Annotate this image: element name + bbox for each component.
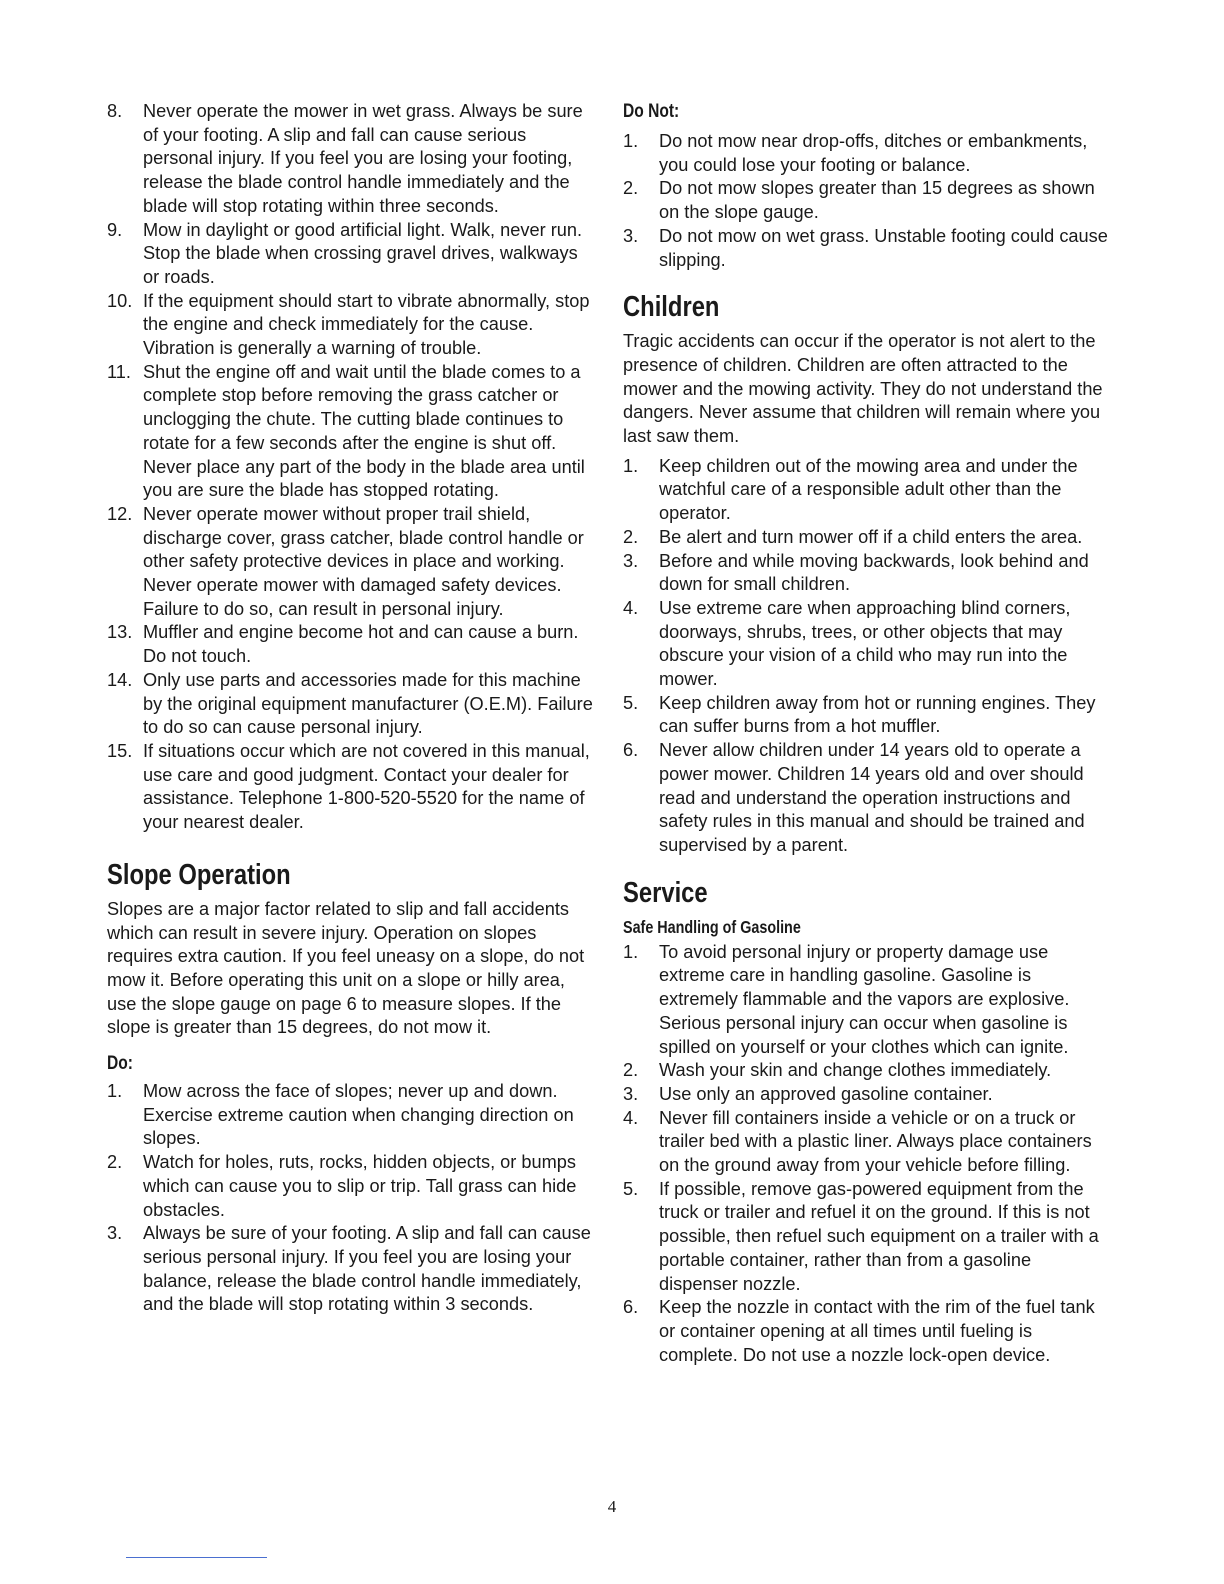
- children-heading: Children: [623, 291, 720, 324]
- list-item-text: Keep the nozzle in contact with the rim of the fuel tank or container opening at all times until fueling is complete. Do not use a nozzle lock-open device.: [659, 1297, 1095, 1365]
- list-item: [107, 100, 593, 219]
- do-heading: Do:: [107, 1053, 133, 1075]
- list-item-text: Keep children out of the mowing area and under the watchful care of a responsible adult other than the operator.: [659, 455, 1078, 524]
- list-item-number: 14.: [107, 669, 133, 690]
- safe-handling-gasoline-heading: Safe Handling of Gasoline: [623, 916, 801, 937]
- list-item-number: 5.: [623, 692, 639, 713]
- list-item: [623, 1107, 1110, 1178]
- slope-operation-intro: Slopes are a major factor related to slip and fall accidents which can result in severe injury. Operation on slopes requires extra caution. If you feel uneasy on a slope, do not mow it. Before operating this unit on a slope or hilly area, use the slope gauge on page 6 to measure slopes. If the slope is greater than 15 degrees, do not mow it.: [107, 898, 585, 1038]
- list-item-text: If possible, remove gas-powered equipment from the truck or trailer and refuel it on the ground. If this is not possible, then refuel such equipment on a trailer with a portable container, rather than from a gasoline dispenser nozzle.: [659, 1178, 1099, 1294]
- list-item-number: 3.: [623, 550, 639, 571]
- list-item: [623, 941, 1110, 1060]
- list-item: [107, 740, 593, 835]
- footer-rule: [126, 1557, 267, 1558]
- list-item: [623, 739, 1110, 858]
- right-column: [623, 100, 1110, 1367]
- list-item-number: 3.: [623, 225, 639, 246]
- list-item-number: 4.: [623, 597, 639, 618]
- list-item-text: If situations occur which are not covered in this manual, use care and good judgment. Contact your dealer for assistance. Telephone 1-800-520-5520 for the name of your nearest dealer.: [143, 740, 590, 833]
- list-item-text: Do not mow slopes greater than 15 degrees as shown on the slope gauge.: [659, 178, 1095, 223]
- list-item-number: 2.: [623, 1060, 639, 1081]
- list-item-number: 6.: [623, 740, 639, 761]
- list-item: [623, 692, 1110, 739]
- do-list: [107, 1080, 593, 1317]
- children-intro: Tragic accidents can occur if the operator is not alert to the presence of children. Children are often attracted to the mower and the mowing activity. They do not understand the dangers. Never assume that children will remain where you last saw them.: [623, 331, 1103, 447]
- list-item-number: 15.: [107, 740, 133, 761]
- list-item: [623, 550, 1110, 597]
- list-item-number: 1.: [623, 941, 639, 962]
- list-item-number: 1.: [623, 455, 639, 476]
- gasoline-list: [623, 941, 1110, 1368]
- list-item-number: 3.: [107, 1223, 123, 1244]
- list-item-text: If the equipment should start to vibrate abnormally, stop the engine and check immediately for the cause. Vibration is generally a warning of trouble.: [143, 290, 590, 359]
- list-item-number: 9.: [107, 219, 123, 240]
- list-item: [107, 669, 593, 740]
- list-item: [623, 597, 1110, 692]
- list-item-text: Before and while moving backwards, look behind and down for small children.: [659, 550, 1089, 595]
- list-item-text: Mow in daylight or good artificial light. Walk, never run. Stop the blade when crossing gravel drives, walkways or roads.: [143, 219, 583, 287]
- list-item: [107, 1151, 593, 1222]
- safety-rules-list: [107, 100, 593, 835]
- list-item-number: 4.: [623, 1107, 639, 1128]
- list-item: [107, 361, 593, 503]
- list-item-text: Use extreme care when approaching blind corners, doorways, shrubs, trees, or other objects that may obscure your vision of a child who may run into the mower.: [659, 597, 1071, 690]
- list-item: [623, 1296, 1110, 1367]
- list-item-text: Never operate the mower in wet grass. Always be sure of your footing. A slip and fall can cause serious personal injury. If you feel you are losing your footing, release the blade control handle immediately and the blade will stop rotating within three seconds.: [143, 101, 583, 216]
- list-item-text: Only use parts and accessories made for this machine by the original equipment manufacturer (O.E.M). Failure to do so can cause personal injury.: [143, 669, 593, 738]
- list-item: [623, 177, 1110, 224]
- list-item-number: 12.: [107, 503, 133, 524]
- list-item: [107, 621, 593, 668]
- list-item: [623, 1178, 1110, 1297]
- list-item: [107, 290, 593, 361]
- list-item-number: 6.: [623, 1297, 639, 1318]
- list-item-number: 8.: [107, 101, 123, 121]
- service-heading: Service: [623, 876, 708, 909]
- list-item: [107, 1080, 593, 1151]
- list-item: [107, 503, 593, 622]
- list-item-number: 2.: [623, 178, 639, 199]
- list-item-text: Mow across the face of slopes; never up and down. Exercise extreme caution when changing direction on slopes.: [143, 1081, 574, 1149]
- list-item-text: Shut the engine off and wait until the blade comes to a complete stop before removing the grass catcher or unclogging the chute. The cutting blade continues to rotate for a few seconds after the engine is shut off. Never place any part of the body in the blade area until you are sure the blade has stopped rotating.: [143, 361, 585, 501]
- list-item: [623, 130, 1110, 177]
- list-item: [107, 1222, 593, 1317]
- list-item: [623, 1083, 1110, 1107]
- list-item-text: Never allow children under 14 years old to operate a power mower. Children 14 years old and over should read and understand the operation instructions and safety rules in this manual and should be trained and supervised by a parent.: [659, 740, 1085, 855]
- list-item-text: To avoid personal injury or property damage use extreme care in handling gasoline. Gasoline is extremely flammable and the vapors are explosive. Serious personal injury can occur when gasoline is spilled on yourself or your clothes which can ignite.: [659, 941, 1070, 1057]
- list-item-text: Watch for holes, ruts, rocks, hidden objects, or bumps which can cause you to slip or trip. Tall grass can hide obstacles.: [143, 1152, 577, 1220]
- list-item: [623, 526, 1110, 550]
- do-not-heading: Do Not:: [623, 101, 680, 122]
- do-not-list: [623, 130, 1110, 272]
- list-item-number: 11.: [107, 361, 131, 382]
- list-item-text: Use only an approved gasoline container.: [659, 1083, 993, 1104]
- list-item: [107, 219, 593, 290]
- list-item-text: Never operate mower without proper trail shield, discharge cover, grass catcher, blade control handle or other safety protective devices in place and working. Never operate mower with damaged safety devices. Failure to do so, can result in personal injury.: [143, 503, 584, 619]
- list-item-text: Do not mow near drop-offs, ditches or embankments, you could lose your footing or balance.: [659, 131, 1088, 175]
- list-item-number: 2.: [107, 1152, 123, 1173]
- list-item-number: 1.: [623, 131, 639, 151]
- list-item-number: 10.: [107, 290, 133, 311]
- list-item: [623, 1059, 1110, 1083]
- list-item: [623, 225, 1110, 272]
- left-column: [107, 100, 593, 1317]
- page-number: 4: [607, 1497, 617, 1516]
- list-item-text: Keep children away from hot or running engines. They can suffer burns from a hot muffler.: [659, 692, 1096, 737]
- list-item-text: Muffler and engine become hot and can cause a burn. Do not touch.: [143, 622, 579, 667]
- list-item-text: Do not mow on wet grass. Unstable footing could cause slipping.: [659, 225, 1108, 270]
- list-item-number: 2.: [623, 526, 639, 547]
- list-item-number: 5.: [623, 1178, 639, 1199]
- list-item-text: Never fill containers inside a vehicle or on a truck or trailer bed with a plastic liner. Always place containers on the ground away from your vehicle before filling.: [659, 1107, 1092, 1176]
- list-item-text: Always be sure of your footing. A slip and fall can cause serious personal injury. If you feel you are losing your balance, release the blade control handle immediately, and the blade will stop rotating within 3 seconds.: [143, 1223, 591, 1315]
- list-item-number: 1.: [107, 1081, 123, 1102]
- list-item: [623, 455, 1110, 526]
- slope-operation-heading: Slope Operation: [107, 858, 291, 891]
- list-item-number: 13.: [107, 622, 133, 643]
- list-item-number: 3.: [623, 1083, 639, 1104]
- list-item-text: Be alert and turn mower off if a child enters the area.: [659, 526, 1083, 547]
- children-list: [623, 455, 1110, 858]
- list-item-text: Wash your skin and change clothes immediately.: [659, 1060, 1052, 1081]
